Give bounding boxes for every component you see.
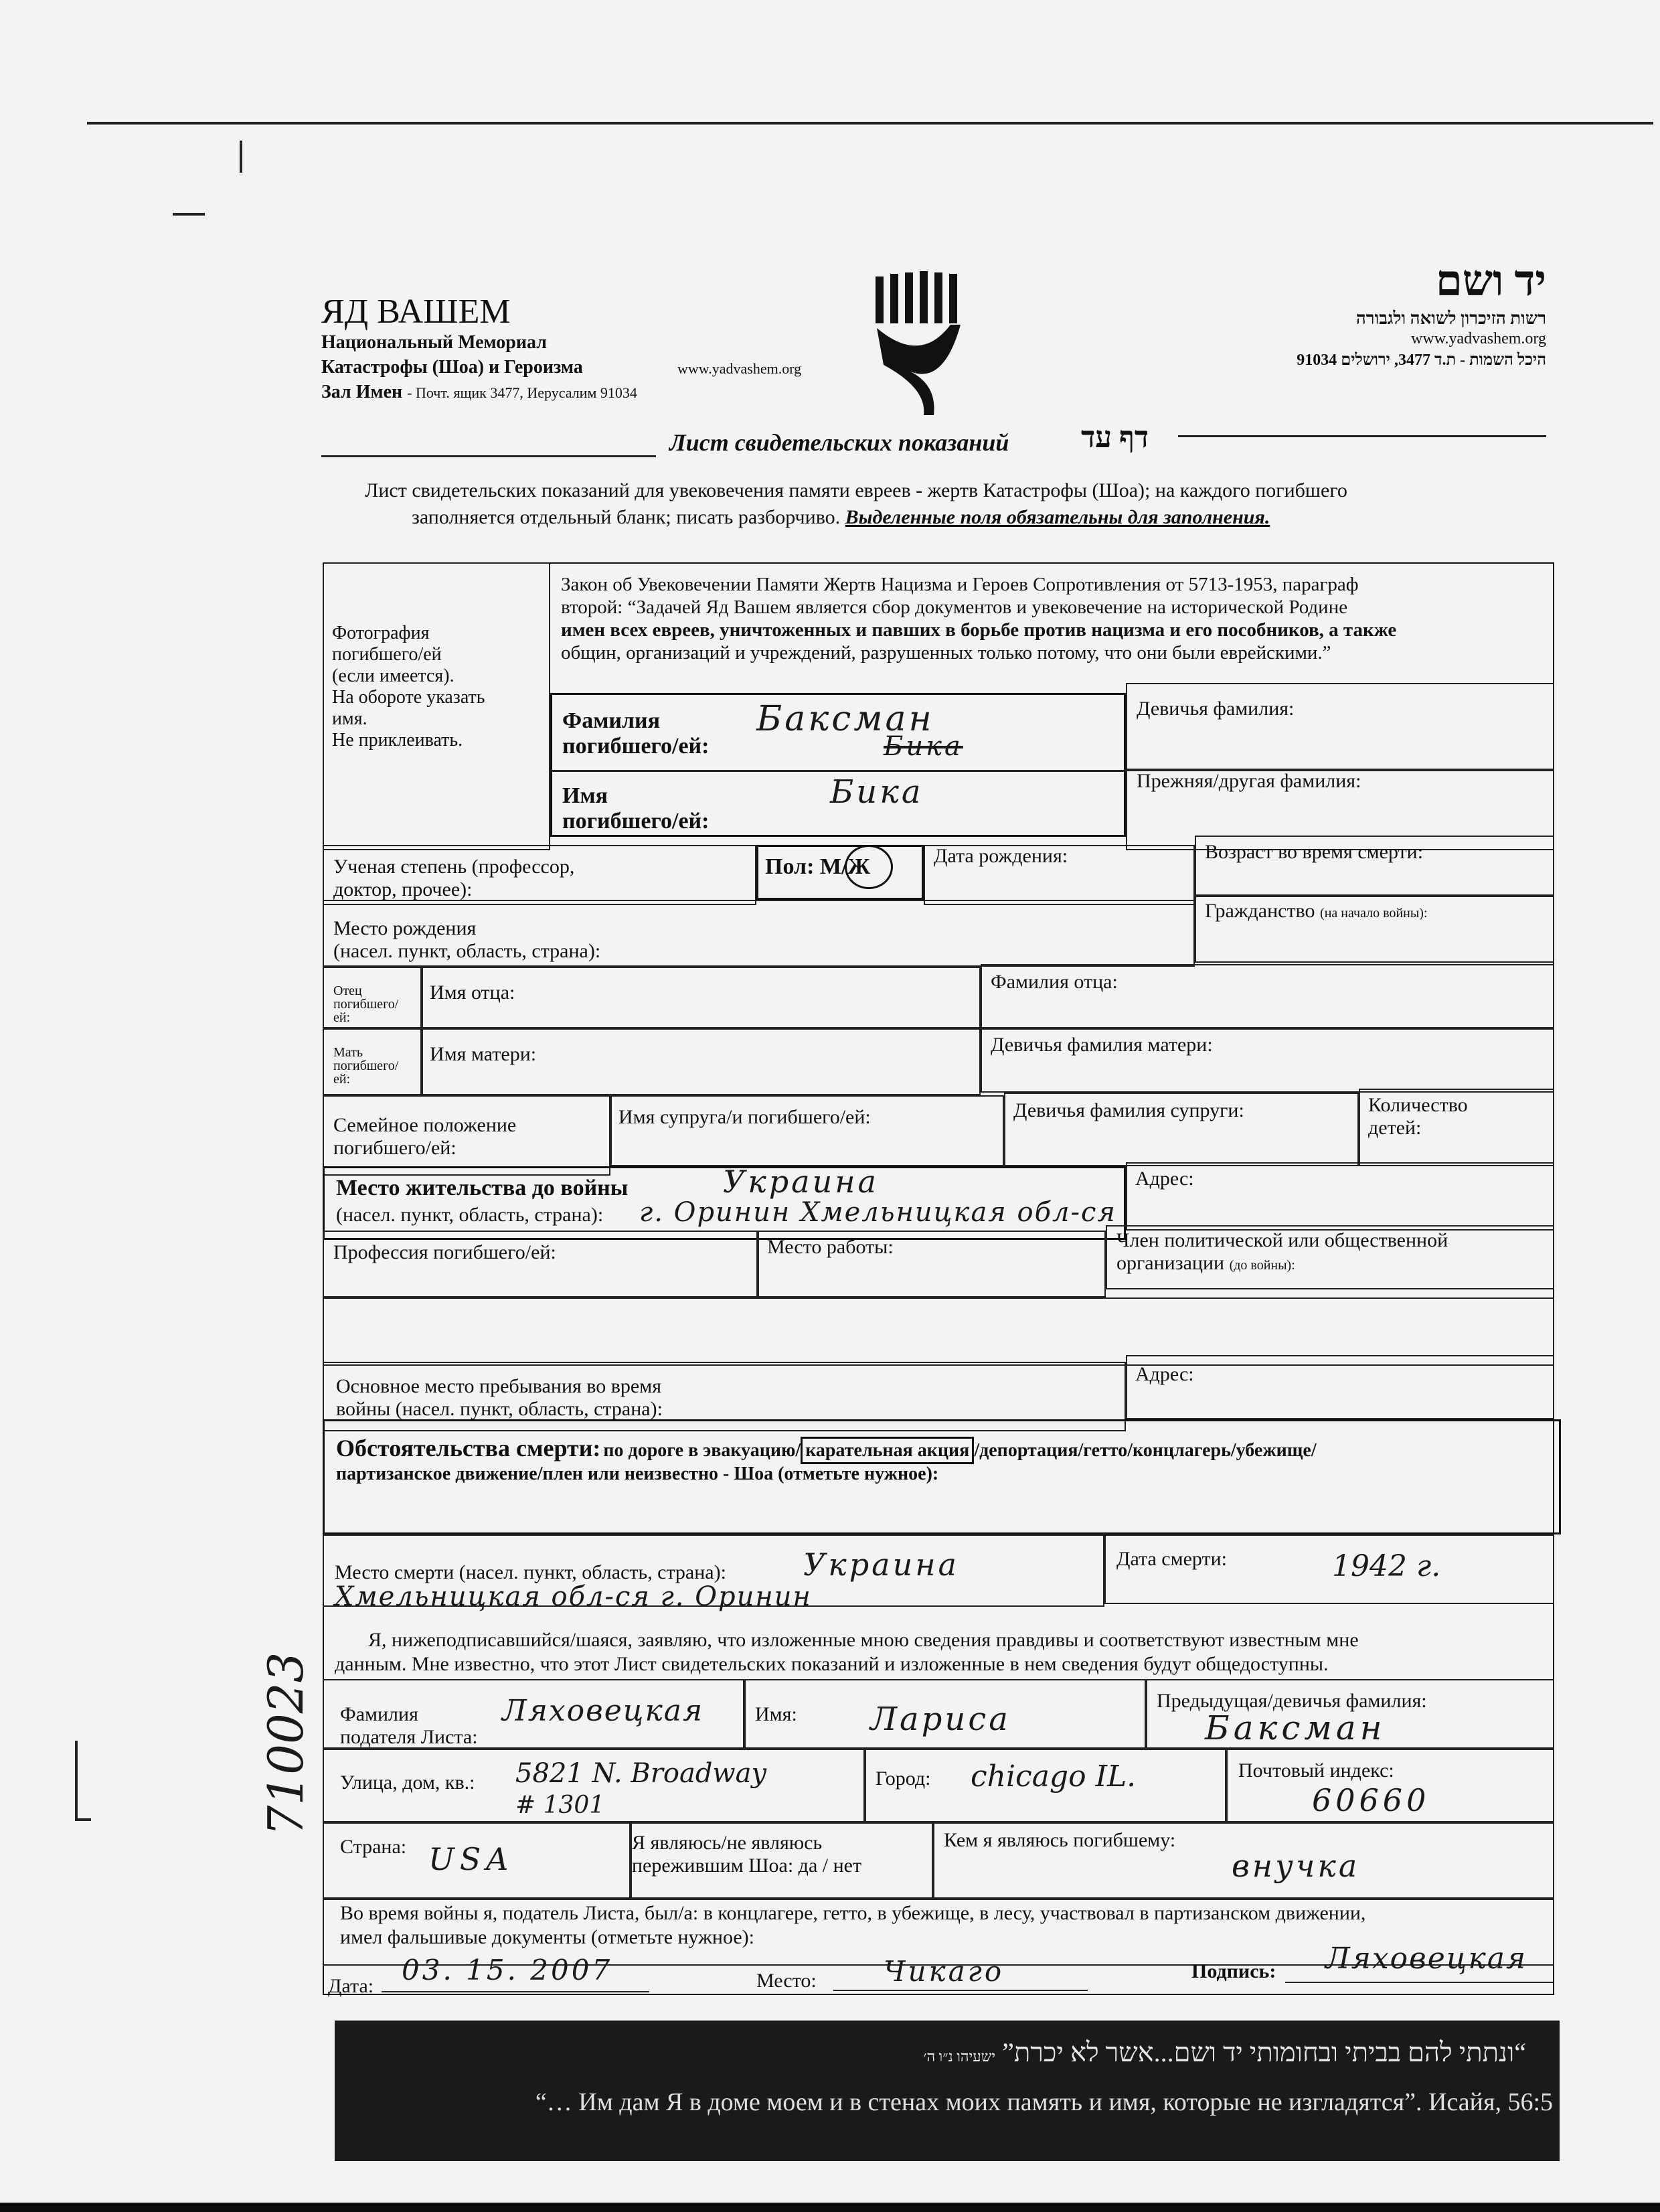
- mother-name-label: Имя матери:: [430, 1043, 537, 1065]
- bottom-scan-edge: [0, 2203, 1660, 2212]
- victim-surname-struck: Бика: [884, 731, 963, 762]
- citizenship-label: Гражданство (на начало войны):: [1205, 900, 1428, 922]
- residence-label: Место жительства до войны: [336, 1176, 629, 1200]
- header-line1: Национальный Мемориал: [321, 332, 547, 353]
- mother-side-label: Мать погибшего/ ей:: [333, 1045, 399, 1087]
- signature-value[interactable]: Ляховецкая: [1325, 1942, 1527, 1976]
- profession-label: Профессия погибшего/ей:: [333, 1241, 556, 1263]
- spouse-name-label: Имя супруга/и погибшего/ей:: [618, 1106, 871, 1128]
- zip-value[interactable]: 60660: [1312, 1782, 1430, 1818]
- death-place-value-country[interactable]: Украина: [803, 1547, 959, 1583]
- death-date-value[interactable]: 1942 г.: [1332, 1549, 1441, 1583]
- intro-line1: Лист свидетельских показаний для увековечения памяти евреев - жертв Катастрофы (Шоа); на каждого погибшего: [365, 479, 1347, 501]
- residence-value-country[interactable]: Украина: [723, 1164, 879, 1200]
- date-value[interactable]: 03. 15. 2007: [402, 1954, 613, 1986]
- signature-label: Подпись:: [1191, 1960, 1276, 1982]
- url-left: www.yadvashem.org: [677, 360, 802, 377]
- death-place-value-town[interactable]: Хмельницкая обл-ся г. Оринин: [335, 1581, 812, 1612]
- death-place-label: Место смерти (насел. пункт, область, страна):: [335, 1561, 726, 1583]
- zip-label: Почтовый индекс:: [1238, 1759, 1394, 1782]
- residence-value-town[interactable]: г. Оринин Хмельницкая обл-ся: [639, 1197, 1116, 1228]
- footer-russian: “… Им дам Я в доме моем и в стенах моих память и имя, которые не изгладятся”. Исайя, 56:5: [535, 2088, 1553, 2116]
- death-circ-marked-option[interactable]: карательная акция: [801, 1437, 974, 1464]
- relation-label: Кем я являюсь погибшему:: [944, 1829, 1176, 1851]
- father-name-label: Имя отца:: [430, 981, 515, 1004]
- sex-label: Пол: М/Ж: [765, 854, 871, 879]
- street-label: Улица, дом, кв.:: [340, 1771, 475, 1794]
- sex-circle-mark[interactable]: [845, 845, 893, 889]
- father-side-label: Отец погибшего/ ей:: [333, 983, 399, 1025]
- scan-mark: [240, 141, 242, 173]
- member-label: Член политической или общественной организации (до войны):: [1116, 1229, 1448, 1274]
- children-label: Количество детей:: [1368, 1094, 1468, 1139]
- law-text: Закон об Увековечении Памяти Жертв Нацизма и Героев Сопротивления от 5713-1953, параграф второй: “Задачей Яд Вашем является сбор документов и увековечение на исторической Родине имен всех евреев, уничтоженных и павших в борьбе против нацизма и его пособников, а также общин, организаций и учреждений, разрушенных только потому, что они были еврейскими.”: [561, 574, 1397, 663]
- age-label: Возраст во время смерти:: [1205, 841, 1424, 863]
- death-circumstances-line1: Обстоятельства смерти: по дороге в эвакуацию/ карательная акция /депортация/гетто/концлагерь/убежище/: [336, 1434, 1317, 1462]
- victim-surname-value[interactable]: Баксман: [756, 699, 934, 739]
- title-rule-left: [321, 455, 656, 457]
- relation-value[interactable]: внучка: [1232, 1848, 1360, 1884]
- mother-maiden-label: Девичья фамилия матери:: [991, 1034, 1213, 1056]
- country-label: Страна:: [340, 1836, 407, 1858]
- submitter-surname-value[interactable]: Ляховецкая: [502, 1694, 704, 1728]
- footer-hebrew: “ונתתי להם בביתי ובחומותי יד ושם...אשר לא יכרת” ישעיהו נ״ו ה׳: [923, 2037, 1526, 2067]
- city-label: Город:: [876, 1767, 931, 1790]
- submitter-prev-label: Предыдущая/девичья фамилия:: [1157, 1690, 1427, 1712]
- street-value[interactable]: 5821 N. Broadway: [515, 1758, 767, 1789]
- date-label: Дата:: [328, 1975, 374, 1997]
- address-label: Адрес:: [1135, 1168, 1194, 1190]
- maiden-name-label: Девичья фамилия:: [1137, 698, 1295, 720]
- submitter-surname-label: Фамилия подателя Листа:: [340, 1703, 478, 1748]
- form-title: Лист свидетельских показаний: [669, 429, 1009, 456]
- intro-mandatory: Выделенные поля обязательны для заполнения.: [845, 506, 1270, 528]
- yad-vashem-title: ЯД ВАШЕМ: [321, 293, 511, 331]
- submitter-prev-value[interactable]: Баксман: [1205, 1709, 1386, 1747]
- title-rule-right: [1178, 435, 1546, 437]
- header-right-line3: היכל השמות - ת.ד 3477, ירושלים 91034: [1297, 351, 1546, 369]
- address2-label: Адрес:: [1135, 1363, 1194, 1385]
- wartime-submitter-text: Во время войны я, податель Листа, был/а: в концлагере, гетто, в убежище, в лесу, участвовал в партизанском движении, имел фальшивые документы (отметьте нужное):: [340, 1902, 1366, 1948]
- prev-surname-label: Прежняя/другая фамилия:: [1137, 770, 1361, 792]
- death-circumstances-line2: партизанское движение/плен или неизвестно - Шоа (отметьте нужное):: [336, 1464, 939, 1484]
- country-value[interactable]: USA: [428, 1841, 514, 1877]
- death-date-label: Дата смерти:: [1116, 1548, 1228, 1570]
- header-right: [1198, 254, 1546, 372]
- header-address: - Почт. ящик 3477, Иерусалим 91034: [407, 384, 637, 401]
- father-surname-label: Фамилия отца:: [991, 971, 1118, 993]
- workplace-label: Место работы:: [767, 1236, 894, 1258]
- header-hall: Зал Имен: [321, 382, 403, 402]
- photo-instructions: Фотография погибшего/ей (если имеется). На обороте указать имя. Не приклеивать.: [332, 623, 485, 750]
- birthplace-label: Место рождения (насел. пункт, область, страна):: [333, 917, 601, 962]
- header-right-url: www.yadvashem.org: [1411, 330, 1546, 347]
- survivor-label: Я являюсь/не являюсь пережившим Шоа: да / нет: [632, 1832, 862, 1877]
- victim-name-value[interactable]: Бика: [830, 773, 924, 811]
- marital-label: Семейное положение погибшего/ей:: [333, 1114, 517, 1159]
- degree-label: Ученая степень (профессор, доктор, прочее):: [333, 856, 575, 900]
- residence-sub-label: (насел. пункт, область, страна):: [336, 1204, 604, 1226]
- street-value-apt[interactable]: # 1301: [515, 1792, 605, 1819]
- header-right-line1: רשות הזיכרון לשואה ולגבורה: [1355, 309, 1546, 328]
- submitter-name-value[interactable]: Лариса: [870, 1701, 1011, 1738]
- form-title-hebrew: דף עד: [1081, 421, 1149, 454]
- declaration-text: Я, нижеподписавшийся/шаяся, заявляю, что изложенные мною сведения правдивы и соответствуют известным мне данным. Мне известно, что этот Лист свидетельских показаний и изложенные в нем сведения будут общедоступны.: [335, 1629, 1359, 1675]
- city-value[interactable]: chicago IL.: [971, 1759, 1137, 1794]
- submitter-name-label: Имя:: [755, 1703, 797, 1725]
- maiden-name-cell: [1126, 683, 1554, 770]
- dob-label: Дата рождения:: [934, 845, 1068, 867]
- place-label: Место:: [756, 1970, 817, 1992]
- profession-cell: [323, 1231, 758, 1297]
- scan-mark: [173, 213, 205, 216]
- spouse-maiden-label: Девичья фамилия супруги:: [1013, 1099, 1244, 1121]
- yad-vashem-logo: [870, 271, 971, 418]
- wartime-place-label: Основное место пребывания во время войны (насел. пункт, область, страна):: [336, 1375, 663, 1420]
- name-label: Имя погибшего/ей:: [562, 783, 710, 834]
- intro-line2: заполняется отдельный бланк; писать разборчиво. Выделенные поля обязательны для заполнения.: [412, 506, 1270, 528]
- header-left: [321, 293, 723, 405]
- header-line2: Катастрофы (Шоа) и Героизма: [321, 357, 583, 378]
- margin-reference-number: 710023: [258, 1652, 314, 1836]
- top-scan-line: [87, 122, 1653, 125]
- margin-bracket: [75, 1741, 78, 1821]
- surname-label: Фамилия погибшего/ей:: [562, 708, 710, 759]
- yad-vashem-hebrew-title: יד ושם: [1435, 257, 1546, 305]
- place-value[interactable]: Чикаго: [884, 1955, 1005, 1988]
